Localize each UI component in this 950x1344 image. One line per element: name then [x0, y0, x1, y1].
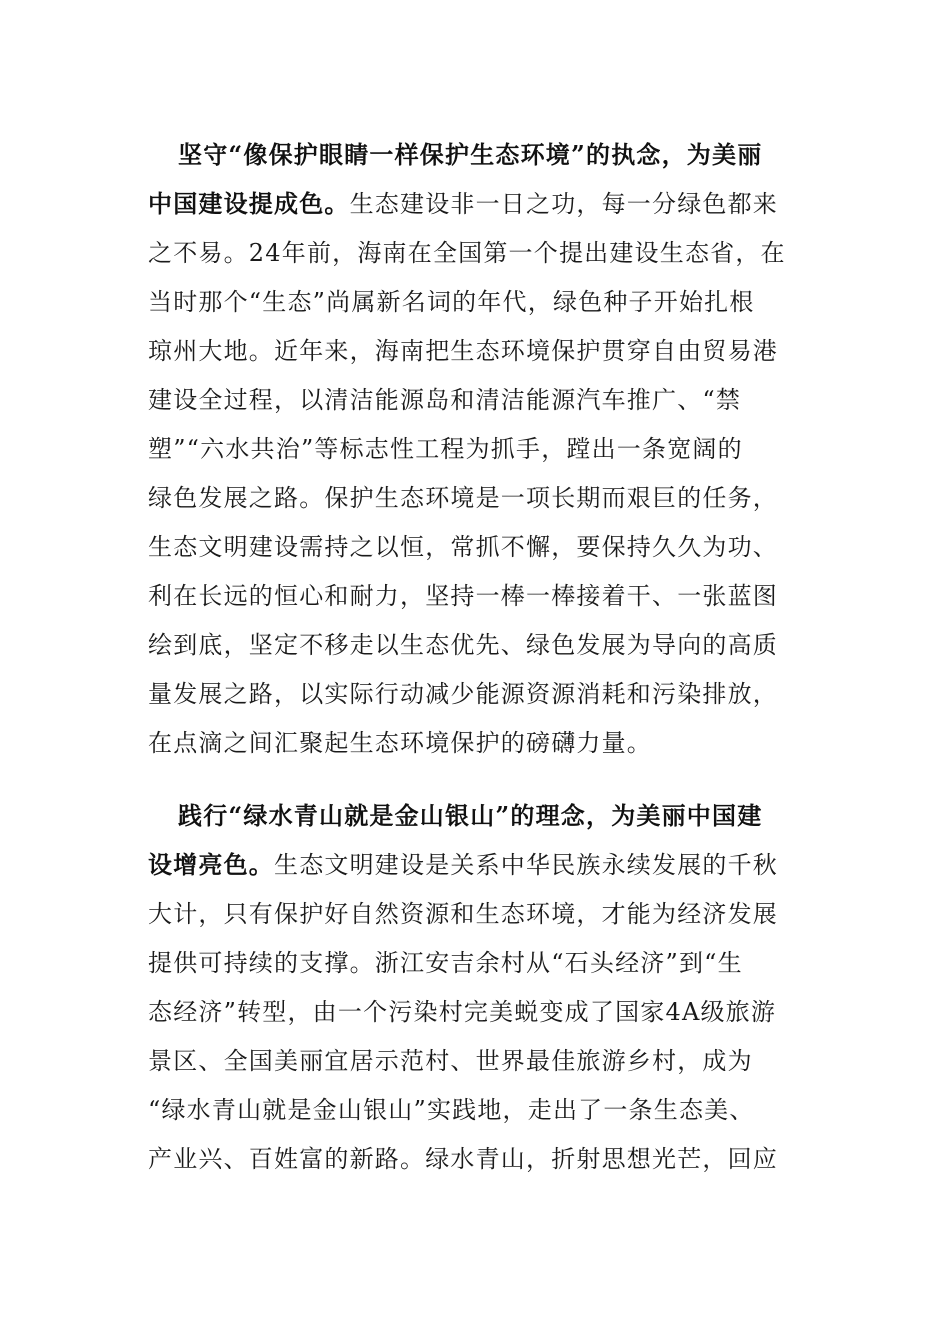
- paragraph-line: [148, 675, 808, 713]
- body-text: 琼州大地。近年来，海南把生态环境保护贯穿自由贸易港: [148, 337, 778, 365]
- body-text: 绘到底，坚定不移走以生态优先、绿色发展为导向的高质: [148, 631, 778, 659]
- paragraph-line: [178, 136, 808, 174]
- paragraph-line: [148, 993, 808, 1031]
- body-text: 生态建设非一日之功，每一分绿色都来: [349, 190, 779, 218]
- body-text: 态经济”转型，由一个污染村完美蜕变成了国家4A级旅游: [148, 998, 777, 1026]
- paragraph-line: [148, 185, 808, 223]
- paragraph-line: [148, 724, 808, 762]
- body-text: 当时那个“生态”尚属新名词的年代，绿色种子开始扎根: [148, 288, 755, 316]
- body-text: 建设全过程，以清洁能源岛和清洁能源汽车推广、“禁: [148, 386, 742, 414]
- body-text: 景区、全国美丽宜居示范村、世界最佳旅游乡村，成为: [148, 1047, 753, 1075]
- body-text: 大计，只有保护好自然资源和生态环境，才能为经济发展: [148, 900, 778, 928]
- paragraph-line: [148, 895, 808, 933]
- paragraph-line: [148, 1091, 808, 1129]
- bold-heading-text: 设增亮色。: [148, 850, 274, 879]
- body-text: 之不易。24年前，海南在全国第一个提出建设生态省，在: [148, 239, 786, 267]
- paragraph-line: [148, 944, 808, 982]
- body-text: 量发展之路，以实际行动减少能源资源消耗和污染排放，: [148, 680, 778, 708]
- paragraph-line: [148, 846, 808, 884]
- paragraph-line: [148, 381, 808, 419]
- paragraph-line: [148, 528, 808, 566]
- body-text: 绿色发展之路。保护生态环境是一项长期而艰巨的任务，: [148, 484, 778, 512]
- body-text: 提供可持续的支撑。浙江安吉余村从“石头经济”到“生: [148, 949, 743, 977]
- body-text: 生态文明建设是关系中华民族永续发展的千秋: [274, 851, 778, 879]
- body-text: 在点滴之间汇聚起生态环境保护的磅礴力量。: [148, 729, 652, 757]
- bold-heading-text: 中国建设提成色。: [148, 189, 350, 218]
- body-text: 产业兴、百姓富的新路。绿水青山，折射思想光芒，回应: [148, 1145, 778, 1173]
- paragraph-line: [148, 332, 808, 370]
- paragraph-line: [148, 430, 808, 468]
- body-text: 生态文明建设需持之以恒，常抓不懈，要保持久久为功、: [148, 533, 778, 561]
- bold-heading-text: 坚守“像保护眼睛一样保护生态环境”的执念，为美丽: [178, 140, 763, 169]
- paragraph-line: [148, 1042, 808, 1080]
- paragraph-line: [148, 283, 808, 321]
- paragraph-line: [148, 577, 808, 615]
- paragraph-line: [148, 1140, 808, 1178]
- body-text: 塑”“六水共治”等标志性工程为抓手，蹚出一条宽阔的: [148, 435, 743, 463]
- body-text: “绿水青山就是金山银山”实践地，走出了一条生态美、: [148, 1096, 755, 1124]
- bold-heading-text: 践行“绿水青山就是金山银山”的理念，为美丽中国建: [178, 801, 763, 830]
- paragraph-line: [178, 797, 808, 835]
- paragraph-line: [148, 626, 808, 664]
- body-text: 利在长远的恒心和耐力，坚持一棒一棒接着干、一张蓝图: [148, 582, 778, 610]
- paragraph-line: [148, 234, 808, 272]
- paragraph-line: [148, 479, 808, 517]
